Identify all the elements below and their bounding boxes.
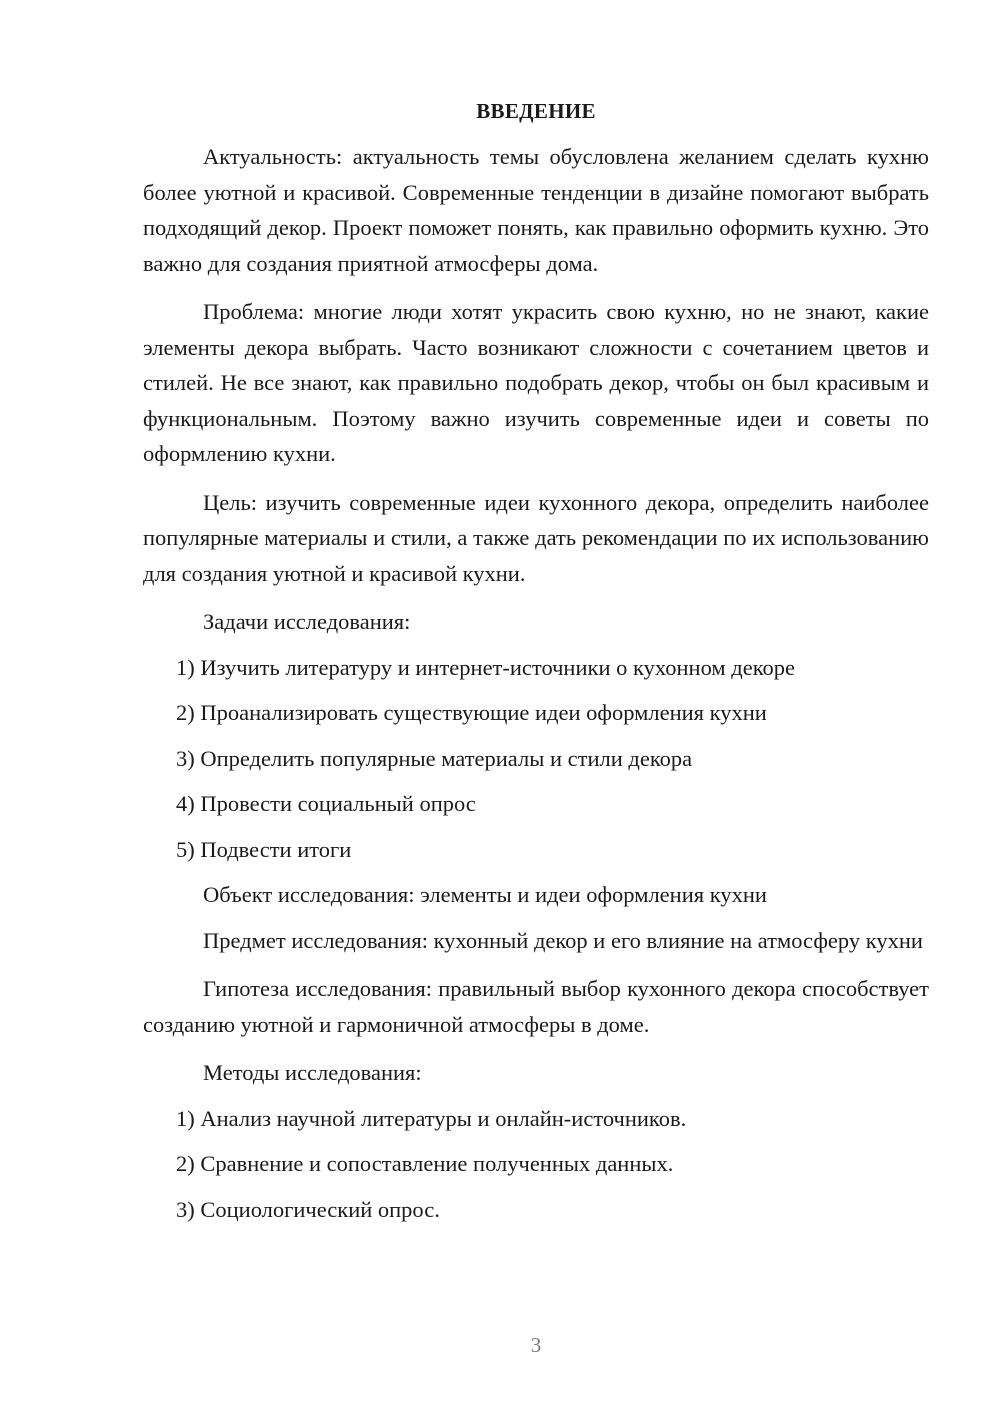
list-item: 2) Сравнение и сопоставление полученных данных. [176, 1151, 674, 1176]
list-item: 4) Провести социальный опрос [176, 791, 476, 816]
hypothesis-paragraph: Гипотеза исследования: правильный выбор кухонного декора способствует созданию уютной и гармоничной атмосферы в доме. [143, 976, 929, 1037]
goal-paragraph: Цель: изучить современные идеи кухонного декора, определить наиболее популярные материалы и стили, а также дать рекомендации по их использованию для создания уютной и красивой кухни. [143, 489, 929, 586]
list-item: 3) Определить популярные материалы и стили декора [176, 745, 693, 771]
subject-paragraph: Предмет исследования: кухонный декор и его влияние на атмосферу кухни [203, 927, 923, 953]
tasks-heading: Задачи исследования: [203, 609, 411, 634]
list-item: 3) Социологический опрос. [176, 1196, 440, 1222]
list-item: 1) Анализ научной литературы и онлайн-источников. [176, 1105, 687, 1131]
methods-heading: Методы исследования: [203, 1060, 422, 1085]
list-item: 1) Изучить литературу и интернет-источники о кухонном декоре [176, 654, 795, 680]
tasks-list [143, 650, 929, 868]
methods-list [143, 1101, 929, 1228]
page-number: 3 [530, 1333, 542, 1357]
page-title: ВВЕДЕНИЕ [476, 99, 596, 123]
document-body [143, 95, 929, 1237]
list-item: 2) Проанализировать существующие идеи оформления кухни [176, 700, 767, 725]
object-paragraph: Объект исследования: элементы и идеи оформления кухни [203, 882, 767, 907]
list-item: 5) Подвести итоги [176, 836, 352, 862]
problem-paragraph: Проблема: многие люди хотят украсить свою кухню, но не знают, какие элементы декора выбрать. Часто возникают сложности с сочетанием цветов и стилей. Не все знают, как правильно подобрать декор, чтобы он был красивым и функциональным. Поэтому важно изучить современные идеи и советы по оформлению кухни. [143, 299, 929, 466]
relevance-paragraph: Актуальность: актуальность темы обусловлена желанием сделать кухню более уютной и красивой. Современные тенденции в дизайне помогают выбрать подходящий декор. Проект поможет понять, как правильно оформить кухню. Это важно для создания приятной атмосферы дома. [143, 144, 929, 276]
